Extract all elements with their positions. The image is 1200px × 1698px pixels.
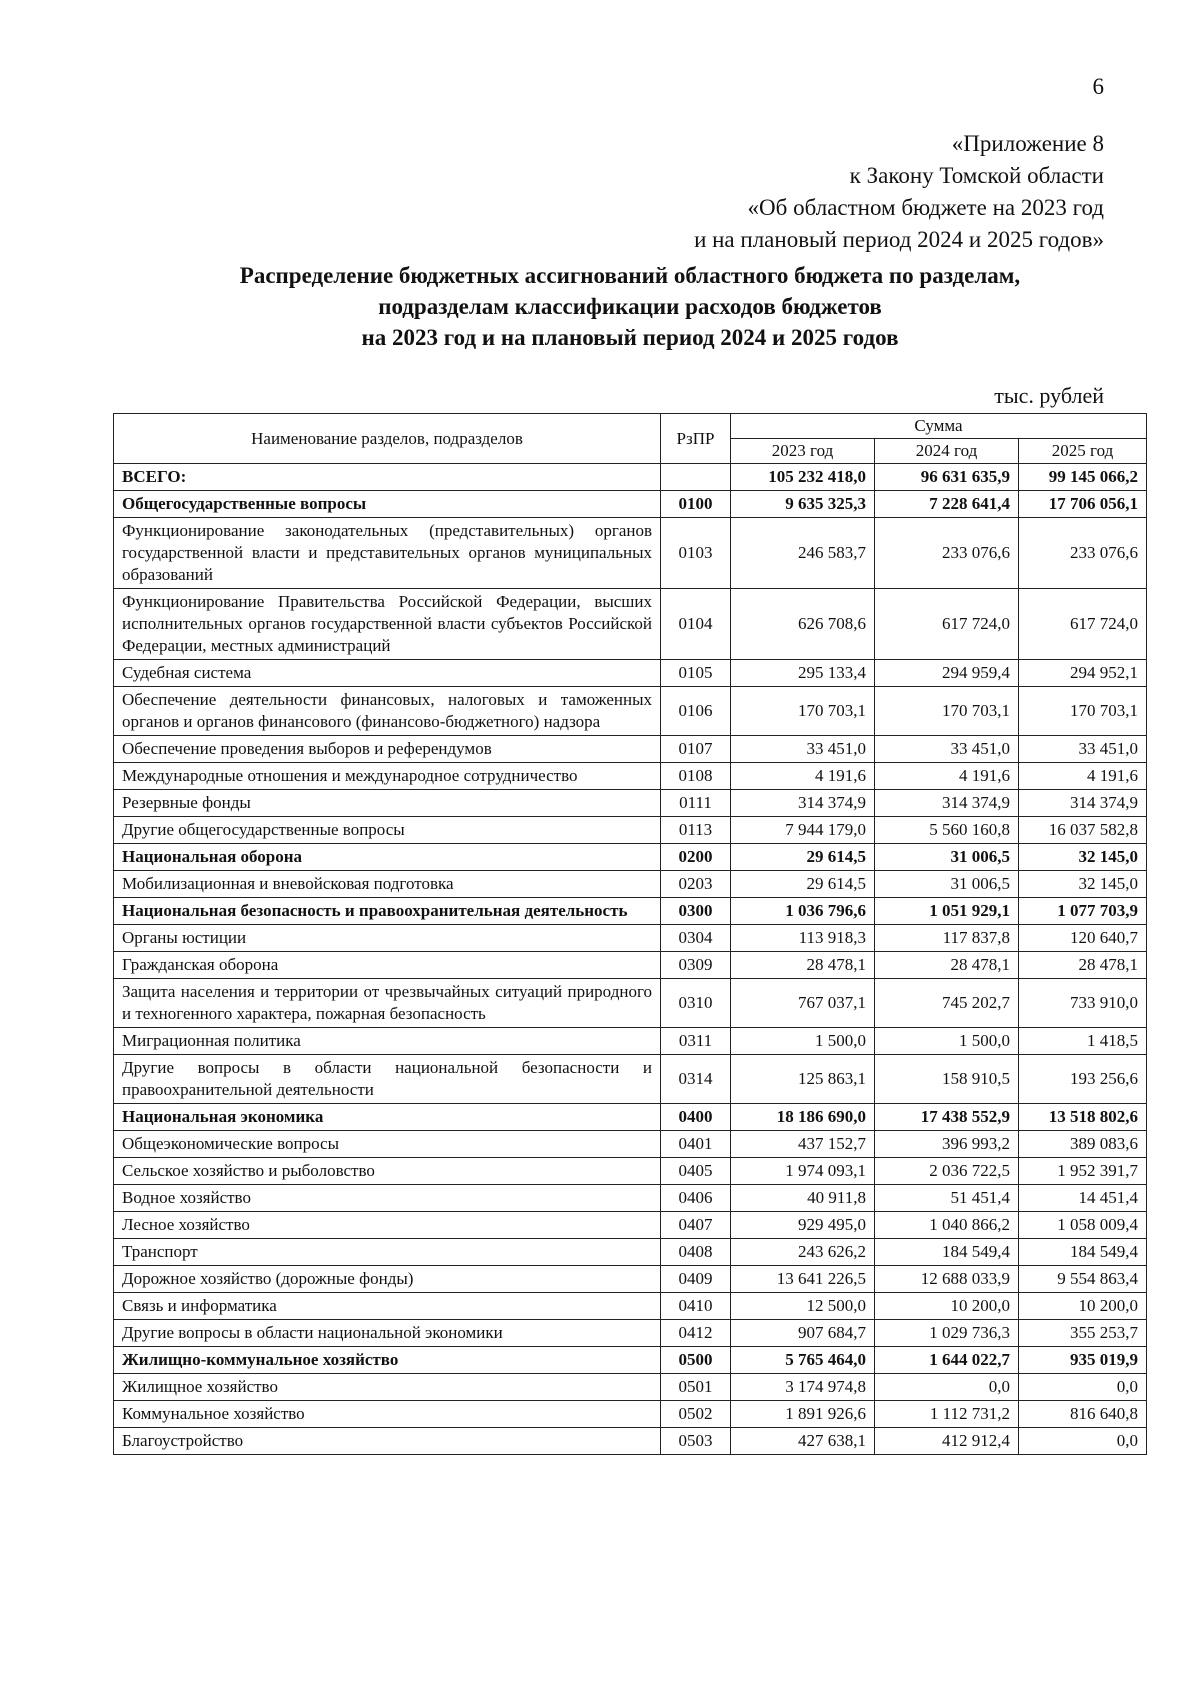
row-value-2024: 745 202,7 <box>875 979 1019 1028</box>
row-value-2024: 96 631 635,9 <box>875 464 1019 491</box>
table-row <box>114 1428 1147 1455</box>
row-value-2023: 314 374,9 <box>731 790 875 817</box>
table-row <box>114 1266 1147 1293</box>
row-value-2025: 389 083,6 <box>1019 1131 1147 1158</box>
row-value-2024: 117 837,8 <box>875 925 1019 952</box>
row-value-2025: 33 451,0 <box>1019 736 1147 763</box>
row-code-cell: 0500 <box>661 1347 731 1374</box>
row-code-cell: 0501 <box>661 1374 731 1401</box>
row-value-2024: 33 451,0 <box>875 736 1019 763</box>
row-value-2025: 13 518 802,6 <box>1019 1104 1147 1131</box>
row-value-2023: 105 232 418,0 <box>731 464 875 491</box>
row-name-cell: Международные отношения и международное сотрудничество <box>114 763 661 790</box>
table-row <box>114 1185 1147 1212</box>
row-value-2023: 28 478,1 <box>731 952 875 979</box>
row-name-cell: Жилищное хозяйство <box>114 1374 661 1401</box>
header-sum: Сумма <box>731 414 1147 439</box>
row-value-2025: 16 037 582,8 <box>1019 817 1147 844</box>
budget-table-body <box>114 464 1147 1455</box>
row-name-cell: Функционирование Правительства Российской Федерации, высших исполнительных органов государственной власти субъектов Российской Федерации, местных администраций <box>114 589 661 660</box>
row-value-2023: 929 495,0 <box>731 1212 875 1239</box>
row-code-cell: 0113 <box>661 817 731 844</box>
row-value-2024: 51 451,4 <box>875 1185 1019 1212</box>
appendix-reference <box>694 128 1104 256</box>
row-value-2023: 113 918,3 <box>731 925 875 952</box>
table-section-row <box>114 844 1147 871</box>
table-section-row <box>114 1347 1147 1374</box>
table-row <box>114 1239 1147 1266</box>
budget-table <box>113 413 1147 1455</box>
row-value-2023: 7 944 179,0 <box>731 817 875 844</box>
table-row <box>114 518 1147 589</box>
row-value-2025: 32 145,0 <box>1019 844 1147 871</box>
document-title <box>110 260 1150 353</box>
row-value-2025: 1 418,5 <box>1019 1028 1147 1055</box>
row-value-2024: 10 200,0 <box>875 1293 1019 1320</box>
row-value-2024: 12 688 033,9 <box>875 1266 1019 1293</box>
row-value-2025: 1 077 703,9 <box>1019 898 1147 925</box>
row-value-2024: 294 959,4 <box>875 660 1019 687</box>
row-value-2025: 733 910,0 <box>1019 979 1147 1028</box>
row-name-cell: Другие общегосударственные вопросы <box>114 817 661 844</box>
header-name: Наименование разделов, подразделов <box>114 414 661 464</box>
row-value-2025: 0,0 <box>1019 1374 1147 1401</box>
row-value-2025: 4 191,6 <box>1019 763 1147 790</box>
row-value-2024: 31 006,5 <box>875 844 1019 871</box>
row-value-2025: 32 145,0 <box>1019 871 1147 898</box>
row-code-cell: 0409 <box>661 1266 731 1293</box>
row-code-cell <box>661 464 731 491</box>
row-value-2023: 3 174 974,8 <box>731 1374 875 1401</box>
table-row <box>114 871 1147 898</box>
row-value-2025: 355 253,7 <box>1019 1320 1147 1347</box>
row-code-cell: 0104 <box>661 589 731 660</box>
row-value-2023: 907 684,7 <box>731 1320 875 1347</box>
row-value-2023: 170 703,1 <box>731 687 875 736</box>
row-value-2023: 626 708,6 <box>731 589 875 660</box>
row-code-cell: 0108 <box>661 763 731 790</box>
row-code-cell: 0311 <box>661 1028 731 1055</box>
row-value-2024: 314 374,9 <box>875 790 1019 817</box>
table-row <box>114 1131 1147 1158</box>
appendix-line: и на плановый период 2024 и 2025 годов» <box>694 227 1104 252</box>
row-value-2024: 1 029 736,3 <box>875 1320 1019 1347</box>
row-name-cell: Сельское хозяйство и рыболовство <box>114 1158 661 1185</box>
row-value-2024: 233 076,6 <box>875 518 1019 589</box>
table-row <box>114 1028 1147 1055</box>
row-value-2023: 13 641 226,5 <box>731 1266 875 1293</box>
row-name-cell: Миграционная политика <box>114 1028 661 1055</box>
table-row <box>114 925 1147 952</box>
row-value-2024: 1 112 731,2 <box>875 1401 1019 1428</box>
row-value-2023: 5 765 464,0 <box>731 1347 875 1374</box>
table-section-row <box>114 898 1147 925</box>
row-name-cell: Органы юстиции <box>114 925 661 952</box>
row-code-cell: 0407 <box>661 1212 731 1239</box>
table-row <box>114 1374 1147 1401</box>
row-code-cell: 0412 <box>661 1320 731 1347</box>
table-row <box>114 687 1147 736</box>
table-row <box>114 1401 1147 1428</box>
row-code-cell: 0300 <box>661 898 731 925</box>
row-value-2025: 10 200,0 <box>1019 1293 1147 1320</box>
table-row <box>114 763 1147 790</box>
row-code-cell: 0304 <box>661 925 731 952</box>
row-value-2023: 4 191,6 <box>731 763 875 790</box>
table-row <box>114 1158 1147 1185</box>
row-value-2023: 33 451,0 <box>731 736 875 763</box>
row-value-2025: 170 703,1 <box>1019 687 1147 736</box>
row-code-cell: 0405 <box>661 1158 731 1185</box>
units-label: тыс. рублей <box>994 383 1104 408</box>
row-name-cell: Благоустройство <box>114 1428 661 1455</box>
row-code-cell: 0100 <box>661 491 731 518</box>
row-value-2025: 233 076,6 <box>1019 518 1147 589</box>
appendix-line: «Приложение 8 <box>951 131 1104 156</box>
table-row <box>114 979 1147 1028</box>
row-name-cell: Гражданская оборона <box>114 952 661 979</box>
appendix-line: к Закону Томской области <box>849 163 1104 188</box>
row-name-cell: ВСЕГО: <box>114 464 661 491</box>
row-code-cell: 0503 <box>661 1428 731 1455</box>
row-value-2023: 40 911,8 <box>731 1185 875 1212</box>
row-code-cell: 0410 <box>661 1293 731 1320</box>
row-value-2024: 0,0 <box>875 1374 1019 1401</box>
row-value-2025: 120 640,7 <box>1019 925 1147 952</box>
row-name-cell: Резервные фонды <box>114 790 661 817</box>
table-section-row <box>114 464 1147 491</box>
row-value-2024: 4 191,6 <box>875 763 1019 790</box>
row-value-2025: 17 706 056,1 <box>1019 491 1147 518</box>
row-value-2023: 767 037,1 <box>731 979 875 1028</box>
table-row <box>114 1212 1147 1239</box>
row-value-2023: 1 500,0 <box>731 1028 875 1055</box>
table-row <box>114 1293 1147 1320</box>
row-value-2024: 28 478,1 <box>875 952 1019 979</box>
row-code-cell: 0200 <box>661 844 731 871</box>
row-value-2024: 170 703,1 <box>875 687 1019 736</box>
table-row <box>114 790 1147 817</box>
row-name-cell: Связь и информатика <box>114 1293 661 1320</box>
table-section-row <box>114 491 1147 518</box>
row-value-2025: 935 019,9 <box>1019 1347 1147 1374</box>
page-number: 6 <box>1092 74 1104 99</box>
row-value-2024: 31 006,5 <box>875 871 1019 898</box>
row-code-cell: 0203 <box>661 871 731 898</box>
row-value-2025: 14 451,4 <box>1019 1185 1147 1212</box>
row-value-2024: 1 500,0 <box>875 1028 1019 1055</box>
row-value-2024: 184 549,4 <box>875 1239 1019 1266</box>
row-code-cell: 0309 <box>661 952 731 979</box>
row-code-cell: 0106 <box>661 687 731 736</box>
row-value-2025: 314 374,9 <box>1019 790 1147 817</box>
row-name-cell: Национальная экономика <box>114 1104 661 1131</box>
row-value-2025: 294 952,1 <box>1019 660 1147 687</box>
row-name-cell: Мобилизационная и вневойсковая подготовка <box>114 871 661 898</box>
table-row <box>114 589 1147 660</box>
row-name-cell: Общегосударственные вопросы <box>114 491 661 518</box>
row-name-cell: Другие вопросы в области национальной экономики <box>114 1320 661 1347</box>
row-name-cell: Обеспечение деятельности финансовых, налоговых и таможенных органов и органов финансового (финансово-бюджетного) надзора <box>114 687 661 736</box>
table-row <box>114 817 1147 844</box>
row-value-2025: 99 145 066,2 <box>1019 464 1147 491</box>
row-name-cell: Водное хозяйство <box>114 1185 661 1212</box>
row-code-cell: 0310 <box>661 979 731 1028</box>
row-value-2024: 17 438 552,9 <box>875 1104 1019 1131</box>
row-value-2024: 158 910,5 <box>875 1055 1019 1104</box>
table-row <box>114 1320 1147 1347</box>
row-value-2025: 1 952 391,7 <box>1019 1158 1147 1185</box>
row-name-cell: Национальная безопасность и правоохранительная деятельность <box>114 898 661 925</box>
row-value-2023: 246 583,7 <box>731 518 875 589</box>
row-name-cell: Обеспечение проведения выборов и референдумов <box>114 736 661 763</box>
row-name-cell: Дорожное хозяйство (дорожные фонды) <box>114 1266 661 1293</box>
row-code-cell: 0111 <box>661 790 731 817</box>
row-value-2024: 7 228 641,4 <box>875 491 1019 518</box>
row-value-2024: 412 912,4 <box>875 1428 1019 1455</box>
row-value-2023: 295 133,4 <box>731 660 875 687</box>
row-code-cell: 0105 <box>661 660 731 687</box>
row-value-2025: 0,0 <box>1019 1428 1147 1455</box>
row-value-2023: 29 614,5 <box>731 844 875 871</box>
row-value-2024: 2 036 722,5 <box>875 1158 1019 1185</box>
row-name-cell: Национальная оборона <box>114 844 661 871</box>
table-row <box>114 736 1147 763</box>
row-name-cell: Другие вопросы в области национальной безопасности и правоохранительной деятельности <box>114 1055 661 1104</box>
row-value-2024: 1 051 929,1 <box>875 898 1019 925</box>
row-value-2023: 243 626,2 <box>731 1239 875 1266</box>
row-name-cell: Судебная система <box>114 660 661 687</box>
row-value-2023: 1 891 926,6 <box>731 1401 875 1428</box>
table-row <box>114 660 1147 687</box>
row-value-2024: 5 560 160,8 <box>875 817 1019 844</box>
row-code-cell: 0406 <box>661 1185 731 1212</box>
row-code-cell: 0502 <box>661 1401 731 1428</box>
row-value-2023: 1 974 093,1 <box>731 1158 875 1185</box>
row-name-cell: Коммунальное хозяйство <box>114 1401 661 1428</box>
header-code: РзПР <box>661 414 731 464</box>
row-value-2023: 1 036 796,6 <box>731 898 875 925</box>
row-value-2023: 29 614,5 <box>731 871 875 898</box>
row-value-2025: 617 724,0 <box>1019 589 1147 660</box>
row-value-2023: 125 863,1 <box>731 1055 875 1104</box>
header-year-2025: 2025 год <box>1019 439 1147 464</box>
appendix-line: «Об областном бюджете на 2023 год <box>747 195 1104 220</box>
row-value-2023: 9 635 325,3 <box>731 491 875 518</box>
row-code-cell: 0107 <box>661 736 731 763</box>
header-year-2024: 2024 год <box>875 439 1019 464</box>
row-value-2024: 617 724,0 <box>875 589 1019 660</box>
row-value-2024: 1 040 866,2 <box>875 1212 1019 1239</box>
row-value-2024: 1 644 022,7 <box>875 1347 1019 1374</box>
row-code-cell: 0103 <box>661 518 731 589</box>
title-line: на 2023 год и на плановый период 2024 и 2025 годов <box>361 325 899 350</box>
row-value-2025: 184 549,4 <box>1019 1239 1147 1266</box>
row-value-2025: 816 640,8 <box>1019 1401 1147 1428</box>
header-year-2023: 2023 год <box>731 439 875 464</box>
title-line: Распределение бюджетных ассигнований областного бюджета по разделам, <box>239 263 1021 288</box>
row-name-cell: Защита населения и территории от чрезвычайных ситуаций природного и техногенного характера, пожарная безопасность <box>114 979 661 1028</box>
row-value-2025: 1 058 009,4 <box>1019 1212 1147 1239</box>
row-name-cell: Функционирование законодательных (представительных) органов государственной власти и представительных органов муниципальных образований <box>114 518 661 589</box>
row-name-cell: Жилищно-коммунальное хозяйство <box>114 1347 661 1374</box>
row-name-cell: Общеэкономические вопросы <box>114 1131 661 1158</box>
row-value-2023: 18 186 690,0 <box>731 1104 875 1131</box>
row-value-2024: 396 993,2 <box>875 1131 1019 1158</box>
row-code-cell: 0401 <box>661 1131 731 1158</box>
row-name-cell: Транспорт <box>114 1239 661 1266</box>
row-value-2025: 193 256,6 <box>1019 1055 1147 1104</box>
row-code-cell: 0400 <box>661 1104 731 1131</box>
row-value-2025: 28 478,1 <box>1019 952 1147 979</box>
table-section-row <box>114 1104 1147 1131</box>
row-name-cell: Лесное хозяйство <box>114 1212 661 1239</box>
row-code-cell: 0314 <box>661 1055 731 1104</box>
row-value-2025: 9 554 863,4 <box>1019 1266 1147 1293</box>
title-line: подразделам классификации расходов бюджетов <box>378 294 882 319</box>
table-row <box>114 952 1147 979</box>
row-code-cell: 0408 <box>661 1239 731 1266</box>
row-value-2023: 12 500,0 <box>731 1293 875 1320</box>
table-row <box>114 1055 1147 1104</box>
row-value-2023: 437 152,7 <box>731 1131 875 1158</box>
row-value-2023: 427 638,1 <box>731 1428 875 1455</box>
